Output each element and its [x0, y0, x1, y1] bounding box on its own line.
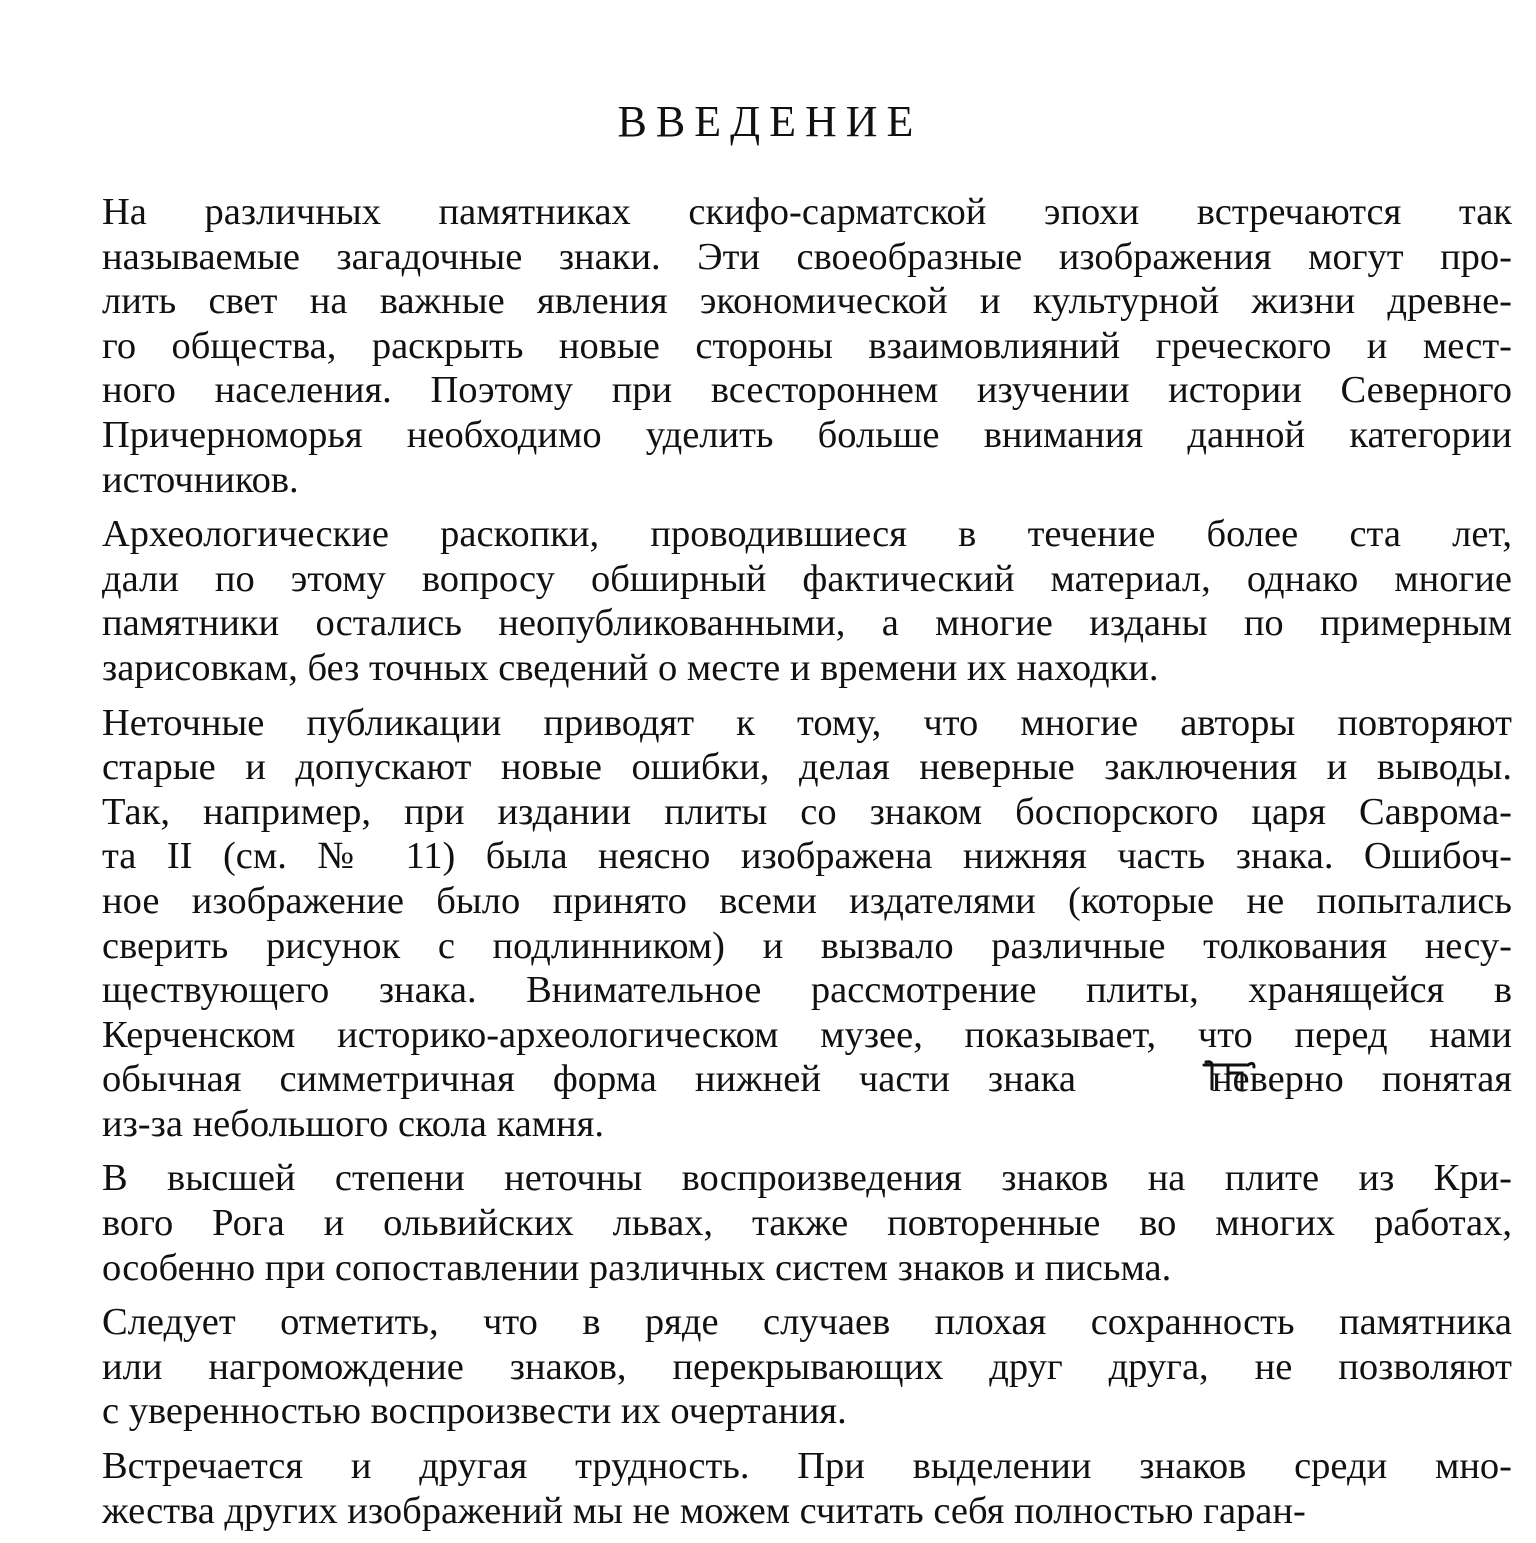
text-line: ного населения. Поэтому при всестороннем изучении истории Северного — [102, 369, 1512, 412]
paragraph — [18, 190, 1512, 502]
text-line: На различных памятниках скифо-сарматской эпохи встречаются так — [102, 191, 1512, 233]
text-line: вого Рога и ольвийских львах, также повторенные во многих работах, — [102, 1202, 1512, 1245]
paragraph — [18, 1300, 1512, 1434]
text-line: го общества, раскрыть новые стороны взаимовлияний греческого и мест- — [102, 324, 1512, 367]
paragraph — [18, 701, 1512, 1147]
text-line: Встречается и другая трудность. При выделении знаков среди мно- — [102, 1445, 1512, 1488]
text-line: Неточные публикации приводят к тому, что многие авторы повторяют — [102, 701, 1512, 744]
text-line: сверить рисунок с подлинником) и вызвало различные толкования несу- — [102, 924, 1512, 967]
text-line: из-за небольшого скола камня. — [102, 1102, 604, 1145]
text-line: памятники остались неопубликованными, а многие изданы по примерным — [102, 602, 1512, 645]
text-line: зарисовкам, без точных сведений о месте и времени их находки. — [102, 646, 1159, 689]
text-line: ществующего знака. Внимательное рассмотрение плиты, хранящейся в — [102, 969, 1512, 1012]
text-line: Археологические раскопки, проводившиеся в течение более ста лет, — [102, 513, 1512, 556]
text-line: Следует отметить, что в ряде случаев плохая сохранность памятника — [102, 1301, 1512, 1344]
text-line: обычная симметричная форма нижней части знака неверно понятая — [102, 1058, 1513, 1101]
text-line: Так, например, при издании плиты со знаком боспорского царя Савромa- — [102, 790, 1512, 833]
paragraph — [18, 512, 1512, 690]
text-line: старые и допускают новые ошибки, делая неверные заключения и выводы. — [102, 746, 1512, 789]
text-line: жества других изображений мы не можем считать себя полностью гаран- — [102, 1489, 1306, 1532]
body-text — [18, 190, 1512, 1533]
text-line: лить свет на важные явления экономической и культурной жизни древне- — [102, 280, 1512, 323]
text-line: Причерноморья необходимо уделить больше внимания данной категории — [102, 413, 1512, 456]
sign-symbol-icon — [1114, 1059, 1174, 1093]
text-line: В высшей степени неточны воспроизведения знаков на плите из Кри- — [102, 1157, 1512, 1200]
text-line: источников. — [102, 458, 299, 501]
text-line: дали по этому вопросу обширный фактический материал, однако многие — [102, 557, 1512, 600]
text-line: называемые загадочные знаки. Эти своеобразные изображения могут про- — [102, 235, 1512, 278]
paragraph — [18, 1444, 1512, 1533]
page-title: ВВЕДЕНИЕ — [617, 97, 923, 146]
text-line: или нагромождение знаков, перекрывающих друг друга, не позволяют — [102, 1345, 1512, 1388]
text-line: Керченском историко-археологическом музее, показывает, что перед нами — [102, 1013, 1512, 1056]
text-line: та II (см. № 11) была неясно изображена нижняя часть знака. Ошибоч- — [102, 835, 1512, 878]
text-line: с уверенностью воспроизвести их очертания. — [102, 1390, 847, 1433]
document-page — [18, 92, 1512, 1543]
text-line: ное изображение было принято всеми издателями (которые не попытались — [102, 879, 1512, 922]
text-line: особенно при сопоставлении различных систем знаков и письма. — [102, 1246, 1172, 1289]
paragraph — [18, 1156, 1512, 1290]
